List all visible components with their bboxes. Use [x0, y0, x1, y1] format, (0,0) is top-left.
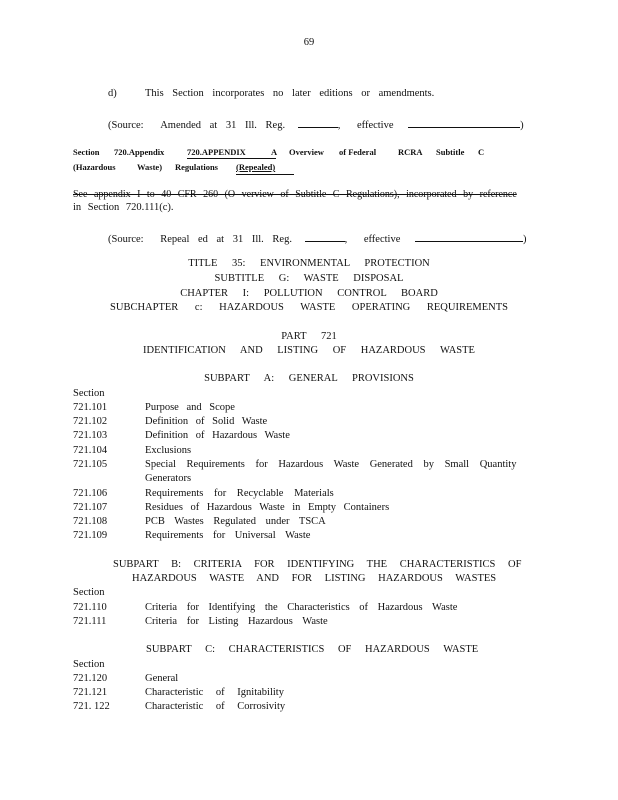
section-number: 721.104	[73, 445, 108, 456]
source-prefix: (Source:	[108, 234, 144, 245]
section-number: 721.121	[73, 687, 108, 698]
source-close: )	[520, 120, 524, 131]
struck-text-line: See appendix I to 40 CFR 260 (O verview of Subtitle C Regulations), incorporated by reference	[73, 189, 517, 200]
section-title: Requirements for Recyclable Materials	[145, 488, 334, 499]
title-heading: TITLE 35: ENVIRONMENTAL PROTECTION	[188, 258, 430, 269]
appendix-header-word: A	[271, 147, 278, 157]
section-label: Section	[73, 388, 105, 399]
blank-line	[408, 117, 520, 128]
section-title: Special Requirements for Hazardous Waste Generated by Small Quantity	[145, 459, 517, 470]
section-title: Characteristic of Ignitability	[145, 687, 284, 698]
source-close: )	[523, 234, 527, 245]
section-title: Characteristic of Corrosivity	[145, 701, 286, 712]
section-label: Section	[73, 587, 105, 598]
subchapter-heading: SUBCHAPTER c: HAZARDOUS WASTE OPERATING REQUIREMENTS	[110, 302, 508, 313]
appendix-header-word: of Federal	[339, 147, 377, 157]
appendix-header-word: Section	[73, 147, 100, 157]
section-title: Criteria for Listing Hazardous Waste	[145, 616, 328, 627]
section-number: 721.101	[73, 402, 108, 413]
section-title: PCB Wastes Regulated under TSCA	[145, 516, 326, 527]
section-number: 721.110	[73, 602, 107, 613]
section-number: 721.120	[73, 673, 108, 684]
source-comma: ,	[337, 120, 341, 131]
repealed-label: (Repealed)	[236, 162, 276, 172]
appendix-header-word: Overview	[289, 147, 324, 157]
underline-rule	[187, 158, 276, 159]
source-note-repealed	[108, 231, 527, 245]
appendix-header-word: 720.Appendix	[114, 147, 165, 157]
part-number: PART 721	[281, 331, 337, 342]
section-number: 721.107	[73, 502, 108, 513]
blank-line	[415, 231, 523, 242]
section-number: 721. 122	[73, 701, 110, 712]
appendix-header-word: Waste)	[137, 162, 163, 172]
source-prefix: (Source:	[108, 120, 144, 131]
appendix-header-word: 720.APPENDIX	[187, 147, 246, 157]
section-number: 721.109	[73, 530, 108, 541]
source-effective: effective	[363, 234, 401, 245]
section-number: 721.111	[73, 616, 107, 627]
part-name: IDENTIFICATION AND LISTING OF HAZARDOUS WASTE	[143, 345, 475, 356]
section-number: 721.103	[73, 430, 108, 441]
source-comma: ,	[344, 234, 348, 245]
subpart-b-title: SUBPART B: CRITERIA FOR IDENTIFYING THE CHARACTERISTICS OF	[113, 559, 522, 570]
source-effective: effective	[356, 120, 394, 131]
blank-line	[305, 231, 345, 242]
subtitle-heading: SUBTITLE G: WASTE DISPOSAL	[214, 273, 404, 284]
appendix-header-word: Subtitle	[436, 147, 465, 157]
section-number: 721.106	[73, 488, 108, 499]
section-number: 721.102	[73, 416, 108, 427]
struck-text-line: in Section 720.111(c).	[73, 202, 174, 213]
section-title: Exclusions	[145, 445, 192, 456]
appendix-header-word: (Hazardous	[73, 162, 116, 172]
section-number: 721.108	[73, 516, 108, 527]
appendix-header-word: RCRA	[398, 147, 423, 157]
paragraph-label: d)	[108, 88, 117, 99]
subpart-c-title: SUBPART C: CHARACTERISTICS OF HAZARDOUS WASTE	[146, 644, 479, 655]
source-text: Repeal ed at 31 Ill. Reg.	[160, 234, 292, 245]
paragraph-text: This Section incorporates no later editions or amendments.	[145, 88, 435, 99]
chapter-heading: CHAPTER I: POLLUTION CONTROL BOARD	[180, 288, 438, 299]
section-number: 721.105	[73, 459, 108, 470]
section-label: Section	[73, 659, 105, 670]
section-title-continued: Generators	[145, 473, 192, 484]
source-note-amended	[108, 117, 524, 131]
appendix-header-word: C	[478, 147, 485, 157]
blank-line	[298, 117, 338, 128]
subpart-a-title: SUBPART A: GENERAL PROVISIONS	[204, 373, 414, 384]
section-title: General	[145, 673, 179, 684]
subpart-b-title-cont: HAZARDOUS WASTE AND FOR LISTING HAZARDOUS WASTES	[132, 573, 497, 584]
section-title: Definition of Solid Waste	[145, 416, 268, 427]
underline-rule	[236, 174, 294, 175]
source-text: Amended at 31 Ill. Reg.	[160, 120, 286, 131]
section-title: Criteria for Identifying the Characteristics of Hazardous Waste	[145, 602, 458, 613]
section-title: Purpose and Scope	[145, 402, 235, 413]
section-title: Residues of Hazardous Waste in Empty Containers	[145, 502, 390, 513]
appendix-header-word: Regulations	[175, 162, 218, 172]
section-title: Requirements for Universal Waste	[145, 530, 311, 541]
section-title: Definition of Hazardous Waste	[145, 430, 290, 441]
page-number: 69	[303, 37, 315, 48]
